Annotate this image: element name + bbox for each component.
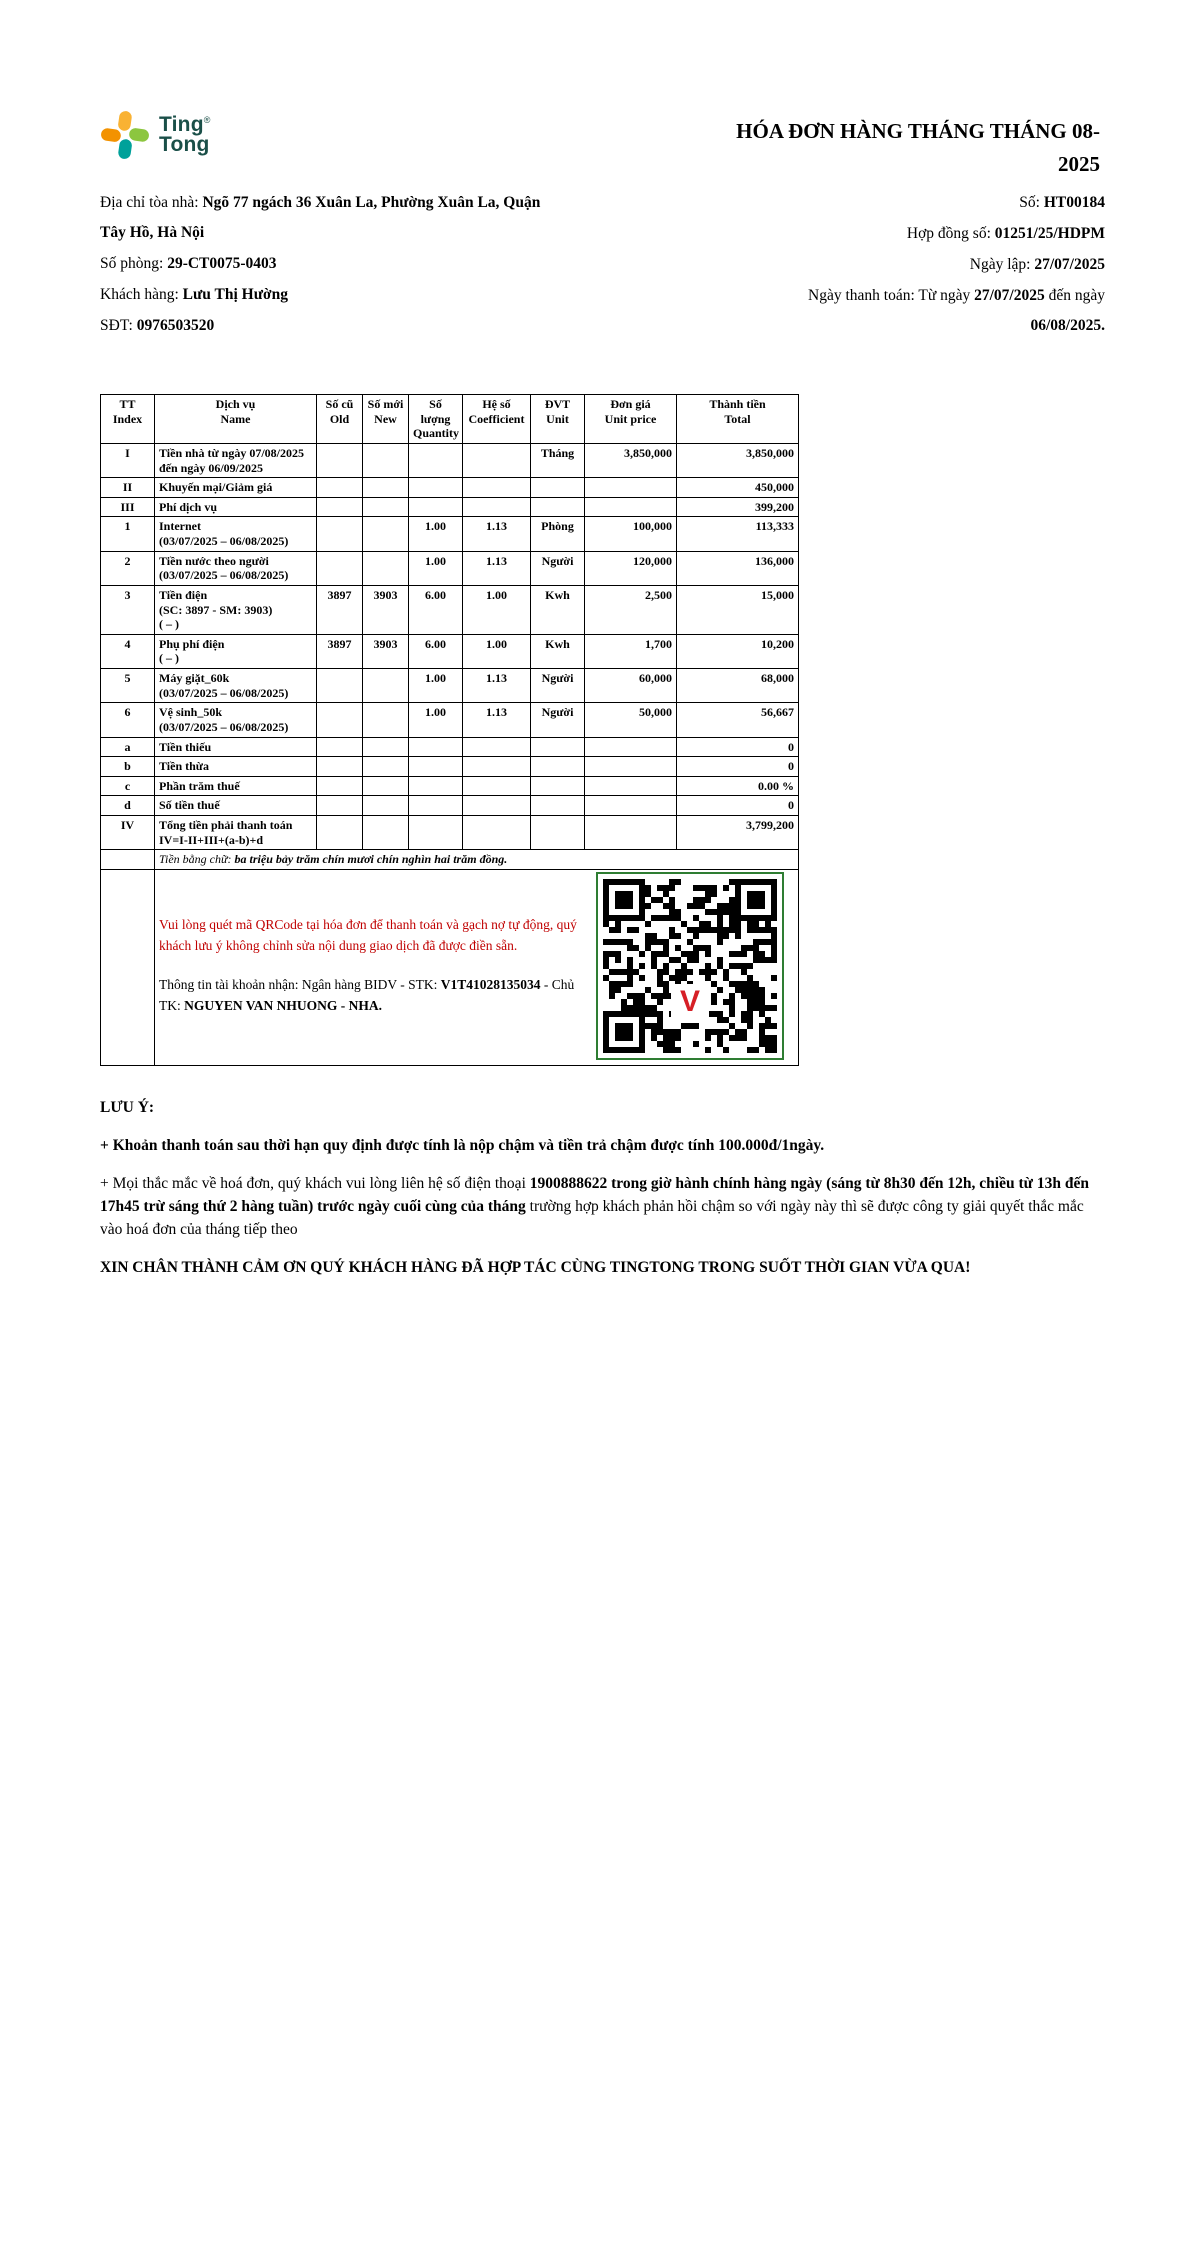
cell-quantity xyxy=(409,478,463,498)
cell-quantity: 1.00 xyxy=(409,669,463,703)
col-header-old: Số cũ Old xyxy=(317,395,363,444)
cell-old xyxy=(317,757,363,777)
cell-unit: Người xyxy=(531,703,585,737)
cell-quantity: 6.00 xyxy=(409,585,463,634)
cell-coefficient xyxy=(463,497,531,517)
table-row-electricity xyxy=(101,585,799,634)
charges-table xyxy=(100,394,799,1066)
col-header-index: TT Index xyxy=(101,395,155,444)
tingtong-logo-icon xyxy=(100,110,150,160)
cell-old xyxy=(317,497,363,517)
qr-payment-cell xyxy=(155,869,799,1065)
cell-name: Internet (03/07/2025 – 06/08/2025) xyxy=(155,517,317,551)
cell-index: 5 xyxy=(101,669,155,703)
invoice-body xyxy=(100,394,1105,1294)
cell-index: c xyxy=(101,776,155,796)
cell-name: Tiền nước theo người (03/07/2025 – 06/08/2025) xyxy=(155,551,317,585)
invoice-number: Số: HT00184 xyxy=(1019,194,1105,211)
bank-account-info: Thông tin tài khoản nhận: Ngân hàng BIDV - STK: V1T41028135034 - Chủ TK: NGUYEN VAN NHUONG - NHA. xyxy=(159,976,575,1013)
cell-coefficient xyxy=(463,737,531,757)
cell-unit-price: 2,500 xyxy=(585,585,677,634)
col-header-coefficient: Hệ số Coefficient xyxy=(463,395,531,444)
cell-name: Số tiền thuế xyxy=(155,796,317,816)
cell-new xyxy=(363,796,409,816)
cell-new xyxy=(363,776,409,796)
cell-unit-price xyxy=(585,497,677,517)
cell-name: Khuyến mại/Giảm giá xyxy=(155,478,317,498)
cell-total: 0 xyxy=(677,737,799,757)
building-address: Địa chỉ tòa nhà: Ngõ 77 ngách 36 Xuân La, Phường Xuân La, Quận Tây Hồ, Hà Nội xyxy=(100,194,541,241)
table-row-discount xyxy=(101,478,799,498)
qr-row-spacer xyxy=(101,869,155,1065)
col-header-unit: ĐVT Unit xyxy=(531,395,585,444)
cell-old xyxy=(317,517,363,551)
qr-code xyxy=(596,872,784,1060)
tingtong-logo xyxy=(100,110,211,160)
cell-quantity xyxy=(409,497,463,517)
table-header-row xyxy=(101,395,799,444)
cell-index: 6 xyxy=(101,703,155,737)
cell-old xyxy=(317,816,363,850)
cell-unit xyxy=(531,497,585,517)
table-row-cleaning xyxy=(101,703,799,737)
cell-coefficient: 1.00 xyxy=(463,585,531,634)
cell-unit-price xyxy=(585,776,677,796)
cell-unit-price xyxy=(585,737,677,757)
cell-name: Phụ phí điện ( – ) xyxy=(155,634,317,668)
cell-old xyxy=(317,551,363,585)
cell-quantity xyxy=(409,796,463,816)
table-row-service-fee xyxy=(101,497,799,517)
cell-total: 0.00 % xyxy=(677,776,799,796)
col-header-name: Dịch vụ Name xyxy=(155,395,317,444)
cell-old xyxy=(317,703,363,737)
cell-new xyxy=(363,757,409,777)
cell-coefficient: 1.13 xyxy=(463,703,531,737)
payment-period: Ngày thanh toán: Từ ngày 27/07/2025 đến ngày 06/08/2025. xyxy=(808,287,1105,334)
qr-row xyxy=(101,869,799,1065)
cell-old xyxy=(317,478,363,498)
room-number: Số phòng: 29-CT0075-0403 xyxy=(100,255,277,272)
cell-unit-price: 1,700 xyxy=(585,634,677,668)
cell-unit: Người xyxy=(531,669,585,703)
cell-unit-price: 50,000 xyxy=(585,703,677,737)
table-row-grand-total xyxy=(101,816,799,850)
cell-total: 113,333 xyxy=(677,517,799,551)
cell-coefficient xyxy=(463,757,531,777)
table-row-tax-percent xyxy=(101,776,799,796)
cell-coefficient: 1.00 xyxy=(463,634,531,668)
cell-coefficient xyxy=(463,796,531,816)
cell-index: b xyxy=(101,757,155,777)
cell-new xyxy=(363,517,409,551)
cell-quantity xyxy=(409,443,463,477)
customer-phone: SĐT: 0976503520 xyxy=(100,317,215,334)
cell-unit: Kwh xyxy=(531,634,585,668)
table-row-laundry xyxy=(101,669,799,703)
cell-index: a xyxy=(101,737,155,757)
cell-new xyxy=(363,443,409,477)
cell-coefficient xyxy=(463,478,531,498)
vietqr-v-icon: V xyxy=(671,984,709,1020)
cell-coefficient xyxy=(463,443,531,477)
table-row-surplus xyxy=(101,757,799,777)
cell-total: 3,850,000 xyxy=(677,443,799,477)
cell-new: 3903 xyxy=(363,634,409,668)
cell-unit: Kwh xyxy=(531,585,585,634)
cell-index: III xyxy=(101,497,155,517)
cell-unit-price xyxy=(585,757,677,777)
cell-name: Máy giặt_60k (03/07/2025 – 06/08/2025) xyxy=(155,669,317,703)
cell-unit-price: 60,000 xyxy=(585,669,677,703)
cell-coefficient xyxy=(463,776,531,796)
contract-number: Hợp đồng số: 01251/25/HDPM xyxy=(906,225,1105,242)
cell-unit xyxy=(531,776,585,796)
cell-unit-price: 100,000 xyxy=(585,517,677,551)
cell-new: 3903 xyxy=(363,585,409,634)
cell-name: Phần trăm thuế xyxy=(155,776,317,796)
cell-unit xyxy=(531,478,585,498)
cell-unit xyxy=(531,757,585,777)
cell-total: 136,000 xyxy=(677,551,799,585)
cell-total: 15,000 xyxy=(677,585,799,634)
col-header-unit-price: Đơn giá Unit price xyxy=(585,395,677,444)
cell-old xyxy=(317,737,363,757)
registered-mark: ® xyxy=(203,115,211,126)
invoice-title-line1: HÓA ĐƠN HÀNG THÁNG THÁNG 08- xyxy=(736,119,1100,143)
amount-in-words xyxy=(155,850,799,870)
cell-quantity xyxy=(409,816,463,850)
cell-unit-price xyxy=(585,796,677,816)
cell-unit xyxy=(531,816,585,850)
cell-unit: Phòng xyxy=(531,517,585,551)
cell-unit-price xyxy=(585,816,677,850)
cell-quantity: 6.00 xyxy=(409,634,463,668)
cell-index xyxy=(101,850,155,870)
cell-name: Tiền nhà từ ngày 07/08/2025 đến ngày 06/09/2025 xyxy=(155,443,317,477)
cell-index: IV xyxy=(101,816,155,850)
col-header-quantity: Số lượng Quantity xyxy=(409,395,463,444)
cell-quantity: 1.00 xyxy=(409,551,463,585)
brand-line1: Ting xyxy=(159,113,204,137)
col-header-new: Số mới New xyxy=(363,395,409,444)
amount-in-words-label: Tiền bằng chữ: xyxy=(159,852,235,867)
table-row-tax-amount xyxy=(101,796,799,816)
cell-quantity xyxy=(409,757,463,777)
cell-index: I xyxy=(101,443,155,477)
cell-quantity: 1.00 xyxy=(409,517,463,551)
cell-total: 10,200 xyxy=(677,634,799,668)
cell-total: 68,000 xyxy=(677,669,799,703)
cell-name: Tiền thiếu xyxy=(155,737,317,757)
customer-info xyxy=(100,188,550,342)
brand-line2: Tong xyxy=(159,133,210,156)
thank-you-note: XIN CHÂN THÀNH CẢM ƠN QUÝ KHÁCH HÀNG ĐÃ HỢP TÁC CÙNG TINGTONG TRONG SUỐT THỜI GIAN VỪA QUA! xyxy=(100,1258,971,1276)
table-row-shortfall xyxy=(101,737,799,757)
hotline-note: + Mọi thắc mắc về hoá đơn, quý khách vui lòng liên hệ số điện thoại 1900888622 trong giờ hành chính hàng ngày (sáng từ 8h30 đến 12h, chiều từ 13h đến 17h45 trừ sáng thứ 2 hàng tuần) trước ngày cuối cùng của tháng trường hợp khách phản hồi chậm so với ngày này thì sẽ được công ty giải quyết thắc mắc vào hoá đơn của tháng tiếp theo xyxy=(100,1174,1089,1238)
cell-index: 2 xyxy=(101,551,155,585)
cell-unit: Người xyxy=(531,551,585,585)
notes-heading: LƯU Ý: xyxy=(100,1098,155,1116)
cell-old: 3897 xyxy=(317,634,363,668)
cell-quantity xyxy=(409,737,463,757)
cell-unit-price: 3,850,000 xyxy=(585,443,677,477)
cell-index: II xyxy=(101,478,155,498)
tingtong-wordmark xyxy=(159,115,211,155)
cell-coefficient: 1.13 xyxy=(463,669,531,703)
cell-unit-price xyxy=(585,478,677,498)
invoice-meta xyxy=(745,188,1105,342)
invoice-info xyxy=(100,188,1105,342)
cell-index: 1 xyxy=(101,517,155,551)
footer-notes xyxy=(100,1096,1105,1279)
cell-old: 3897 xyxy=(317,585,363,634)
cell-index: 3 xyxy=(101,585,155,634)
cell-total: 399,200 xyxy=(677,497,799,517)
col-header-total: Thành tiền Total xyxy=(677,395,799,444)
cell-name: Phí dịch vụ xyxy=(155,497,317,517)
cell-name: Tiền thừa xyxy=(155,757,317,777)
table-row-electricity-surcharge xyxy=(101,634,799,668)
cell-total: 3,799,200 xyxy=(677,816,799,850)
table-row-internet xyxy=(101,517,799,551)
amount-in-words-value: ba triệu bảy trăm chín mươi chín nghìn hai trăm đồng. xyxy=(234,852,508,867)
cell-new xyxy=(363,669,409,703)
cell-new xyxy=(363,816,409,850)
cell-old xyxy=(317,776,363,796)
amount-in-words-row xyxy=(101,850,799,870)
cell-total: 56,667 xyxy=(677,703,799,737)
cell-new xyxy=(363,703,409,737)
cell-new xyxy=(363,551,409,585)
cell-unit xyxy=(531,796,585,816)
customer-name: Khách hàng: Lưu Thị Hường xyxy=(100,286,288,303)
cell-quantity: 1.00 xyxy=(409,703,463,737)
cell-old xyxy=(317,443,363,477)
cell-old xyxy=(317,669,363,703)
qr-payment-texts xyxy=(159,915,577,1017)
cell-unit xyxy=(531,737,585,757)
cell-index: d xyxy=(101,796,155,816)
qr-payment-note: Vui lòng quét mã QRCode tại hóa đơn để thanh toán và gạch nợ tự động, quý khách lưu ý không chỉnh sửa nội dung giao dịch đã được điền sẵn. xyxy=(159,917,577,953)
cell-new xyxy=(363,497,409,517)
late-payment-note: + Khoản thanh toán sau thời hạn quy định được tính là nộp chậm và tiền trả chậm được tính 100.000đ/1ngày. xyxy=(100,1136,825,1154)
cell-name: Tiền điện (SC: 3897 - SM: 3903) ( – ) xyxy=(155,585,317,634)
cell-old xyxy=(317,796,363,816)
cell-total: 0 xyxy=(677,757,799,777)
qr-code-image xyxy=(603,879,777,1053)
cell-unit: Tháng xyxy=(531,443,585,477)
cell-coefficient: 1.13 xyxy=(463,551,531,585)
cell-new xyxy=(363,478,409,498)
cell-total: 450,000 xyxy=(677,478,799,498)
table-row-rent xyxy=(101,443,799,477)
cell-coefficient: 1.13 xyxy=(463,517,531,551)
cell-name: Vệ sinh_50k (03/07/2025 – 06/08/2025) xyxy=(155,703,317,737)
issue-date: Ngày lập: 27/07/2025 xyxy=(969,256,1105,273)
cell-unit-price: 120,000 xyxy=(585,551,677,585)
invoice-title-line2: 2025 xyxy=(1058,151,1100,176)
cell-coefficient xyxy=(463,816,531,850)
cell-index: 4 xyxy=(101,634,155,668)
invoice-title xyxy=(560,115,1100,180)
cell-new xyxy=(363,737,409,757)
cell-name: Tổng tiền phải thanh toán IV=I-II+III+(a-b)+d xyxy=(155,816,317,850)
cell-total: 0 xyxy=(677,796,799,816)
cell-quantity xyxy=(409,776,463,796)
table-row-water xyxy=(101,551,799,585)
